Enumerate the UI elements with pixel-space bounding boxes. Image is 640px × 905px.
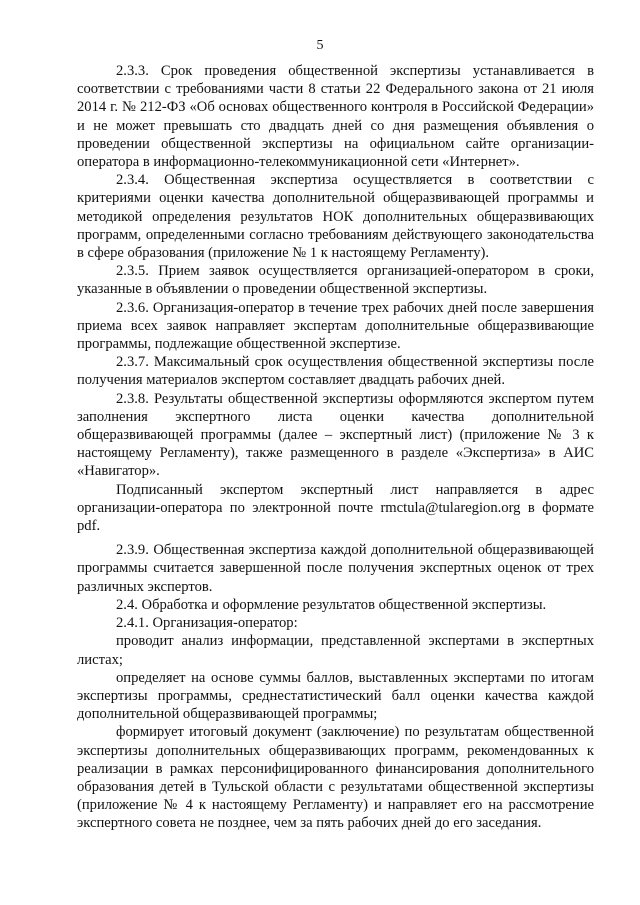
page-number: 5 [316,38,324,53]
paragraph-2-3-4: 2.3.4. Общественная экспертиза осуществляется в соответствии с критериями оценки качества дополнительной общеразвивающей программы и методикой определения результатов НОК дополнительных общеразвивающих программ, определенными согласно требованиям действующего законодательства в сфере образования (приложение № 1 к настоящему Регламенту). [77,172,594,262]
paragraph-2-3-7: 2.3.7. Максимальный срок осуществления общественной экспертизы после получения материалов экспертом составляет двадцать рабочих дней. [77,354,594,389]
paragraph-2-3-6: 2.3.6. Организация-оператор в течение трех рабочих дней после завершения приема всех заявок направляет экспертам дополнительные общеразвивающие программы, подлежащие общественной экспертизе. [77,299,594,353]
paragraph-signed-sheet: Подписанный экспертом экспертный лист направляется в адрес организации-оператора по электронной почте rmctula@tularegion.org в формате pdf. [77,481,594,535]
list-item-final-document: формирует итоговый документ (заключение) по результатам общественной экспертизы дополнительных общеразвивающих программ, рекомендованных к реализации в рамках персонифицированного финансирования дополнительного образования детей в Тульской области с результатами общественной экспертизы (приложение № 4 к настоящему Регламенту) и направляет его на рассмотрение экспертного совета не позднее, чем за пять рабочих дней до его заседания. [77,724,594,832]
paragraph-2-4-1: 2.4.1. Организация-оператор: [116,615,298,632]
paragraph-2-3-8: 2.3.8. Результаты общественной экспертизы оформляются экспертом путем заполнения экспертного листа оценки качества дополнительной общеразвивающей программы (далее – экспертный лист) (приложение № 3 к настоящему Регламенту), также размещенного в разделе «Экспертиза» в АИС «Навигатор». [77,390,594,480]
document-body [77,62,594,833]
paragraph-2-3-5: 2.3.5. Прием заявок осуществляется организацией-оператором в сроки, указанные в объявлении о проведении общественной экспертизы. [77,263,594,298]
paragraph-2-4: 2.4. Обработка и оформление результатов общественной экспертизы. [116,596,547,613]
paragraph-2-3-3: 2.3.3. Срок проведения общественной экспертизы устанавливается в соответствии с требованиями части 8 статьи 22 Федерального закона от 21 июля 2014 г. № 212-ФЗ «Об основах общественного контроля в Российской Федерации» и не может превышать сто двадцать дней со дня размещения объявления о проведении общественной экспертизы на официальном сайте организации-оператора в информационно-телекоммуникационной сети «Интернет». [77,63,594,171]
list-item-average-score: определяет на основе суммы баллов, выставленных экспертами по итогам экспертизы программы, среднестатистический балл оценки качества каждой дополнительной общеразвивающей программы; [77,669,594,723]
paragraph-2-3-9: 2.3.9. Общественная экспертиза каждой дополнительной общеразвивающей программы считается завершенной после получения экспертных оценок от трех различных экспертов. [77,542,594,595]
list-item-analysis: проводит анализ информации, представленной экспертами в экспертных листах; [77,633,594,668]
